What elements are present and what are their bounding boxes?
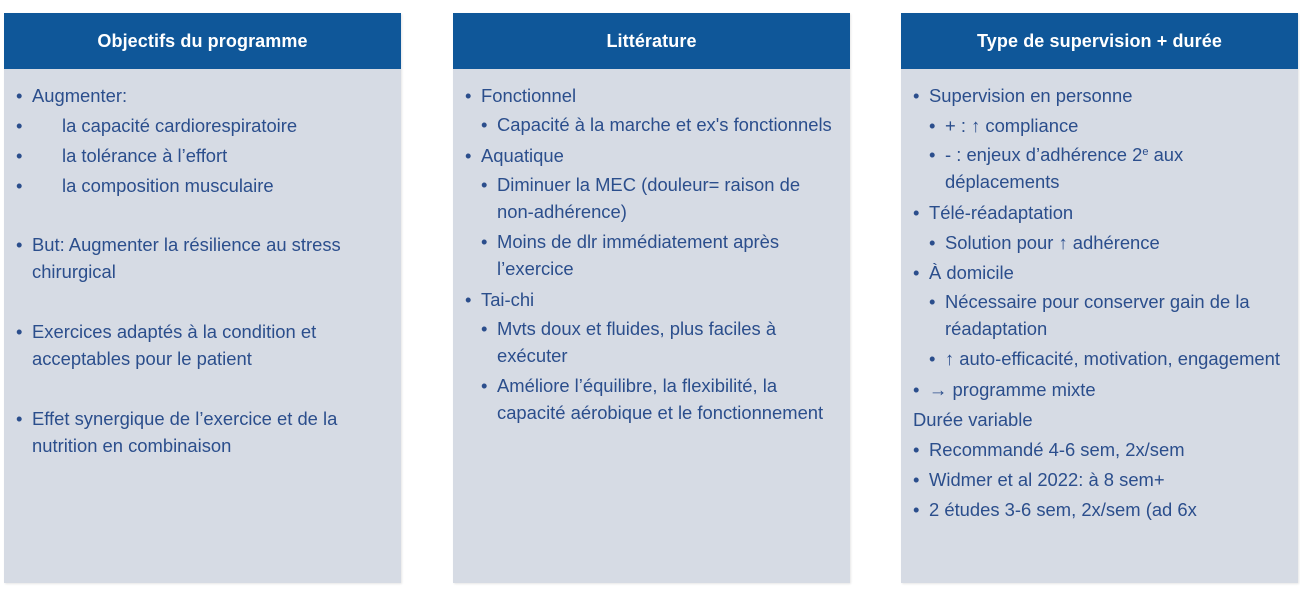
list-item: • Supervision en personne	[913, 81, 1286, 111]
bullet: •	[913, 499, 920, 520]
list-item: • But: Augmenter la résilience au stress chirurgical	[16, 231, 389, 288]
list-item: • Fonctionnel	[465, 81, 838, 111]
list-item: • 2 études 3-6 sem, 2x/sem (ad 6x	[913, 495, 1286, 525]
panel-objectifs	[4, 13, 401, 583]
sub-list-item: • Nécessaire pour conserver gain de la réadaptation	[913, 288, 1286, 345]
bullet: •	[465, 145, 472, 166]
bullet: •	[481, 375, 488, 396]
bullet: •	[481, 231, 488, 252]
bullet: •	[16, 234, 23, 255]
bullet: •	[913, 262, 920, 283]
sub-list-item: • Améliore l’équilibre, la flexibilité, la capacité aérobique et le fonctionnement	[465, 372, 838, 429]
list-item: • Recommandé 4-6 sem, 2x/sem	[913, 435, 1286, 465]
sub-list-item	[913, 141, 1286, 198]
adherence-text: - : enjeux d’adhérence 2e aux déplacements	[945, 144, 1184, 192]
panel-header: Objectifs du programme	[4, 13, 401, 69]
bullet: •	[16, 175, 23, 196]
bullet: •	[913, 85, 920, 106]
bullet: •	[481, 318, 488, 339]
bullet: •	[16, 85, 23, 106]
spacer	[16, 375, 389, 405]
bullet: •	[929, 291, 936, 312]
panel-header: Type de supervision + durée	[901, 13, 1298, 69]
list-item: • Tai-chi	[465, 285, 838, 315]
bullet: •	[481, 174, 488, 195]
spacer	[16, 201, 389, 231]
panel-body	[453, 69, 850, 429]
bullet: •	[481, 114, 488, 135]
list-item: • Widmer et al 2022: à 8 sem+	[913, 465, 1286, 495]
list-item: • Effet synergique de l’exercice et de la nutrition en combinaison	[16, 405, 389, 462]
bullet: •	[929, 232, 936, 253]
list-item: • → programme mixte	[913, 375, 1286, 405]
spacer	[16, 288, 389, 318]
list-item: • Augmenter:	[16, 81, 389, 111]
panel-litterature	[453, 13, 850, 583]
list-item: • Exercices adaptés à la condition et acceptables pour le patient	[16, 318, 389, 375]
panel-supervision	[901, 13, 1298, 583]
list-item: • Télé-réadaptation	[913, 198, 1286, 228]
panel-body	[4, 69, 401, 462]
bullet: •	[929, 144, 936, 165]
bullet: •	[913, 202, 920, 223]
list-item: • la tolérance à l’effort	[16, 141, 389, 171]
sub-list-item: • + : ↑ compliance	[913, 111, 1286, 141]
plain-line: Durée variable	[913, 409, 1033, 430]
bullet: •	[913, 439, 920, 460]
bullet: •	[16, 408, 23, 429]
sub-list-item: • ↑ auto-efficacité, motivation, engagement	[913, 345, 1286, 375]
sub-list-item: • Solution pour ↑ adhérence	[913, 228, 1286, 258]
bullet: •	[913, 469, 920, 490]
bullet: •	[16, 145, 23, 166]
bullet: •	[929, 348, 936, 369]
bullet: •	[16, 321, 23, 342]
bullet: •	[465, 85, 472, 106]
bullet: •	[465, 289, 472, 310]
sub-list-item: • Moins de dlr immédiatement après l’exercice	[465, 228, 838, 285]
list-item: • À domicile	[913, 258, 1286, 288]
sub-list-item: • Mvts doux et fluides, plus faciles à exécuter	[465, 315, 838, 372]
bullet: •	[913, 379, 920, 400]
bullet: •	[16, 115, 23, 136]
list-item: • la composition musculaire	[16, 171, 389, 201]
panel-body	[901, 69, 1298, 525]
panel-header: Littérature	[453, 13, 850, 69]
sub-list-item: • Diminuer la MEC (douleur= raison de non-adhérence)	[465, 171, 838, 228]
list-item: • la capacité cardiorespiratoire	[16, 111, 389, 141]
list-item: • Aquatique	[465, 141, 838, 171]
bullet: •	[929, 115, 936, 136]
sub-list-item: • Capacité à la marche et ex's fonctionnels	[465, 111, 838, 141]
